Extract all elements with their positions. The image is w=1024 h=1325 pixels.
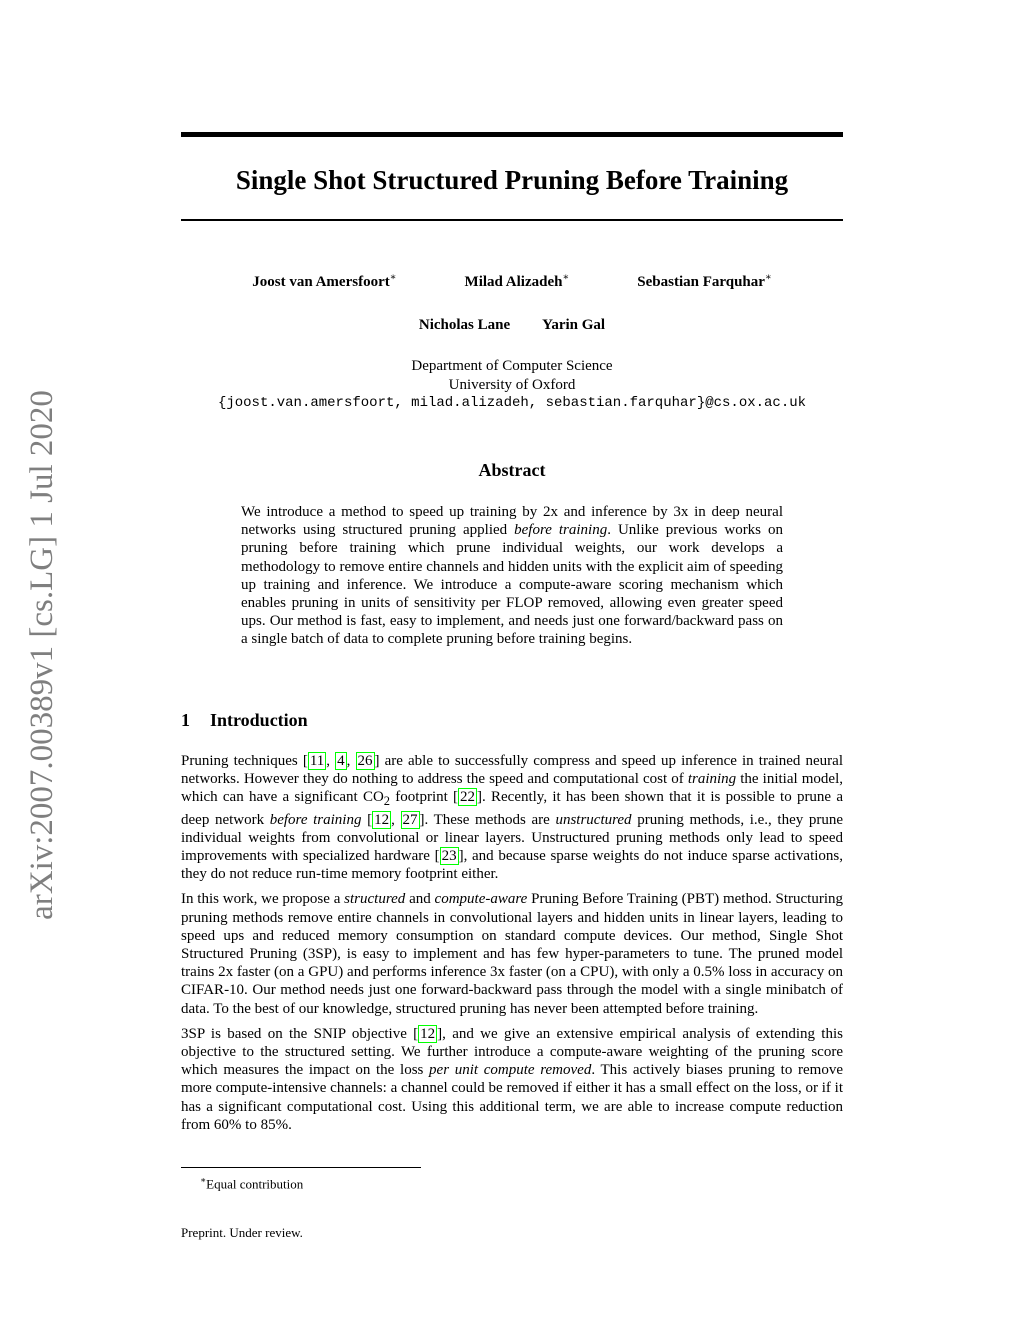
paragraph: In this work, we propose a structured and compute-aware Pruning Before Training (PBT) method. Structuring pruning methods remove entire channels in convolutional layers and hidden units in linear layers, leading to speed ups and reduced memory consumption on standard compute devices. Our method, Single Shot Structured Pruning (3SP), is easy to implement and has few hyper-parameters to tune. The pruned model trains 2x faster (on a GPU) and performs inference 3x faster (on a CPU), with only a 0.5% loss in accuracy on CIFAR-10. Our method needs just one forward-backward pass through the model with a single minibatch of data. To the best of our knowledge, structured pruning has never been attempted before training.: [181, 891, 843, 1017]
arxiv-stamp: arXiv:2007.00389v1 [cs.LG] 1 Jul 2020: [24, 390, 60, 920]
title-rule-bottom: [181, 219, 843, 221]
author-emails: {joost.van.amersfoort, milad.alizadeh, sebastian.farquhar}@cs.ox.ac.uk: [217, 395, 807, 411]
author: Joost van Amersfoort∗: [252, 272, 397, 290]
citation-link[interactable]: 4: [337, 753, 345, 769]
paper-title: Single Shot Structured Pruning Before Training: [235, 165, 789, 195]
author: Milad Alizadeh∗: [464, 272, 570, 290]
paragraph: Pruning techniques [ 11 , 4 , 26 ] are able to successfully compress and speed up inference in trained neural networks. However they do nothing to address the speed and computational cost of training the initial model, which can have a significant $CO_2$ footprint [ 22 ]. Recently, it has been shown that it is possible to prune a deep network before training [ 12 , 27 ]. These methods are unstructured pruning methods, i.e., they prune individual weights from convolutional or linear layers. Unstructured pruning methods only lead to speed improvements with specialized hardware [ 23 ], and because sparse weights do not induce sparse activations, they do not reduce run-time memory footprint either.: [181, 753, 844, 883]
citation-link[interactable]: 27: [402, 811, 418, 828]
abstract-text: We introduce a method to speed up training by 2x and inference by 3x in deep neural networks using structured pruning applied before training. Unlike previous works on pruning before training which prune individual weights, our work develops a methodology to remove entire channels and hidden units with the explicit aim of speeding up training and inference. We introduce a compute-aware scoring mechanism which enables pruning in units of sensitivity per FLOP removed, allowing even greater speed ups. Our method is fast, easy to implement, and needs just one forward/backward pass on a single batch of data to complete pruning before training begins.: [241, 504, 783, 648]
author-row-2: [181, 315, 843, 335]
citation-link[interactable]: 12: [374, 811, 390, 828]
section-number: 1: [181, 710, 190, 730]
preprint-notice: Preprint. Under review.: [181, 1225, 303, 1240]
author: Yarin Gal: [542, 317, 606, 333]
university: University of Oxford: [448, 376, 576, 393]
citation-link[interactable]: 11: [309, 753, 325, 769]
author-row-1: [181, 268, 843, 292]
section-heading: [181, 709, 308, 731]
citation-link[interactable]: 12: [420, 1025, 436, 1042]
citation-link[interactable]: 23: [441, 848, 457, 865]
author: Nicholas Lane: [418, 317, 511, 333]
abstract-heading: Abstract: [478, 460, 546, 480]
affiliation: [100, 357, 924, 413]
department: Department of Computer Science: [411, 358, 613, 374]
title-rule-top: [181, 132, 843, 137]
citation-link[interactable]: 26: [357, 753, 373, 769]
introduction-body: [181, 752, 843, 1141]
section-title: Introduction: [210, 710, 308, 730]
paragraph: 3SP is based on the SNIP objective [ 12 ], and we give an extensive empirical analysis of extending this objective to the structured setting. We further introduce a compute-aware weighting of the pruning score which measures the impact on the loss per unit compute removed. This actively biases pruning to remove more compute-intensive channels: a channel could be removed if either it has a small effect on the loss, or if it has a significant computational cost. Using this additional term, we are able to increase compute reduction from 60% to 85%.: [181, 1025, 843, 1133]
citation-link[interactable]: 22: [460, 789, 476, 806]
footnote: ∗Equal contribution: [200, 1175, 304, 1192]
footnote-rule: [181, 1167, 421, 1168]
author: Sebastian Farquhar∗: [637, 272, 772, 290]
